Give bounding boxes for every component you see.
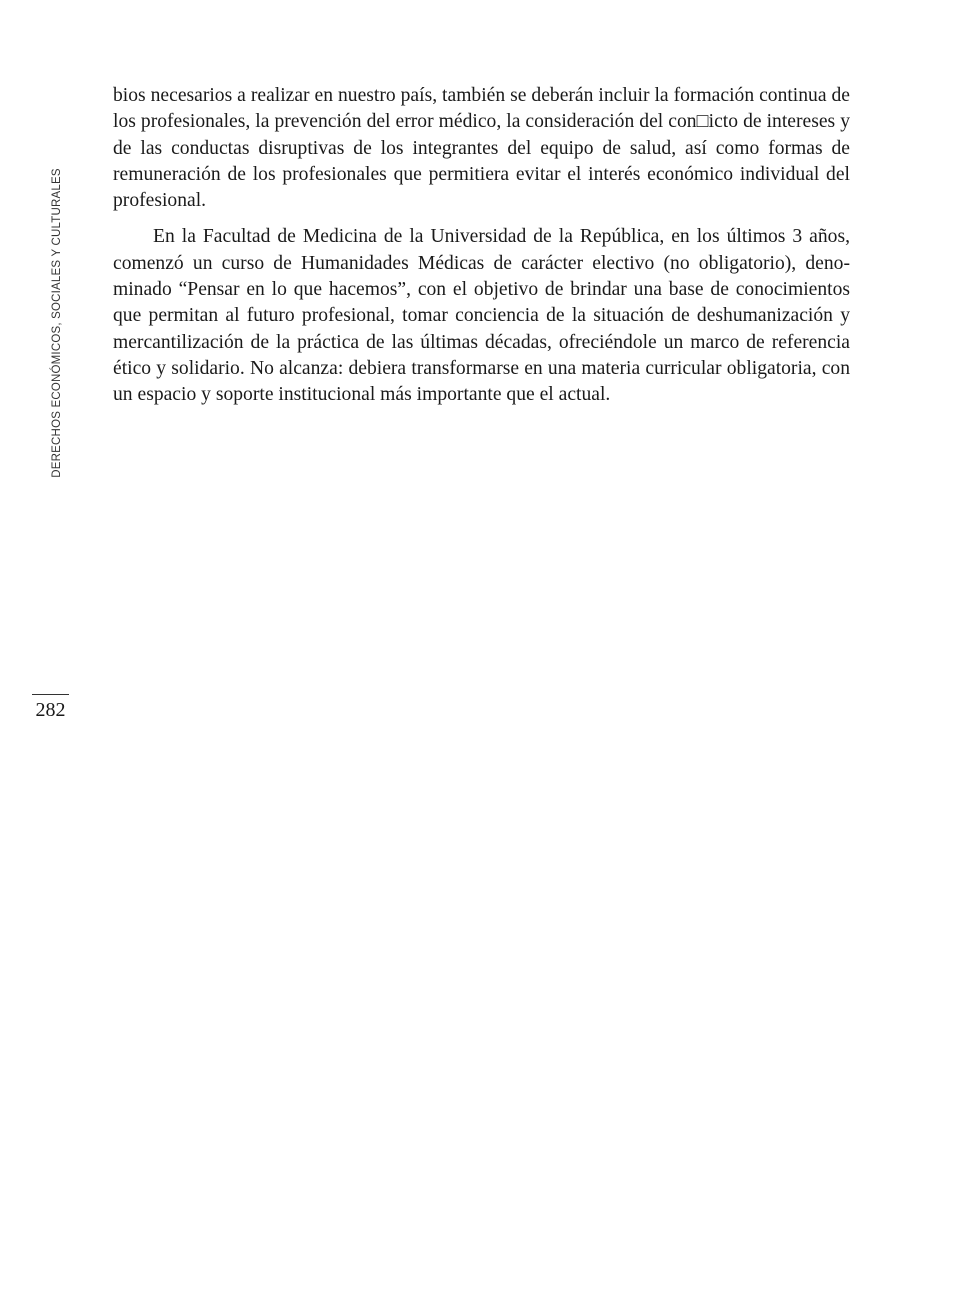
page-number: 282 [35, 699, 66, 721]
paragraph-facultad: En la Facultad de Medicina de la Universidad de la República, en los últimos 3 años, comenzó un curso de Humanidades Médicas de carácter electivo (no obligatorio), denominado “Pensar en lo que hacemos”, con el objetivo de brindar una base de conocimientos que permitan al futuro profesional, tomar conciencia de la situación de deshumanización y mercantilización de la práctica de las últimas décadas, ofreciéndole un marco de referencia ético y solidario. No alcanza: debiera transformarse en una materia curricular obligatoria, con un espacio y soporte institucional más importante que el actual. [113, 226, 850, 406]
body-text [113, 83, 850, 419]
folio-rule [32, 694, 69, 695]
running-head: DERECHOS ECONÓMICOS, SOCIALES Y CULTURALES [51, 168, 63, 478]
paragraph-continuation: bios necesarios a realizar en nuestro país, también se deberán incluir la formación continua de los profesionales, la prevención del error médico, la consideración del con□icto de intereses y de las conductas disruptivas de los integrantes del equipo de salud, así como formas de remuneración de los profesionales que permitiera evitar el interés económico individual del profesional. [113, 85, 850, 212]
